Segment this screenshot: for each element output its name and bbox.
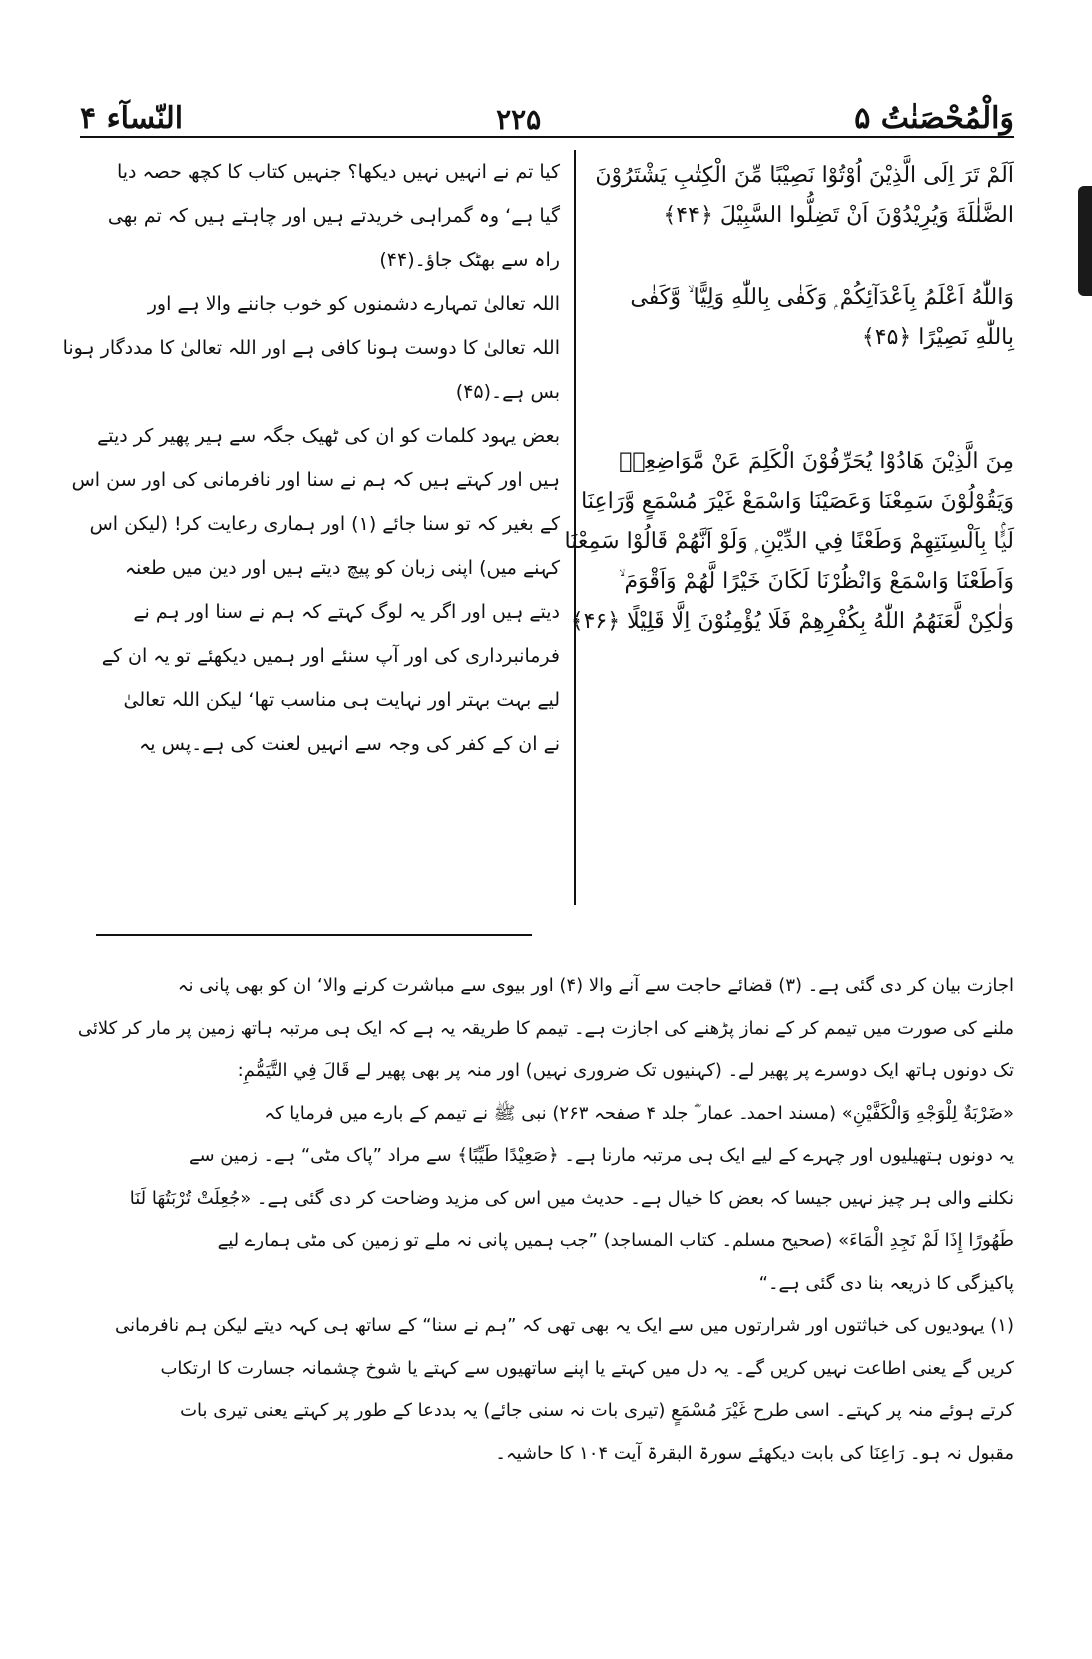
footnote-line: مقبول نہ ہو۔ رَاعِنَا کی بابت دیکھئے سورۃ البقرۃ آیت ۱۰۴ کا حاشیہ۔	[495, 1442, 1014, 1464]
footnote-line: طَهُورًا إِذَا لَمْ نَجِدِ الْمَاءَ» (صحیح مسلم۔ کتاب المساجد) ”جب ہمیں پانی نہ ملے تو زمین کی مٹی ہمارے لیے	[217, 1230, 1014, 1251]
translation-line: نے ان کے کفر کی وجہ سے انہیں لعنت کی ہے۔پس یہ	[139, 733, 560, 755]
translation-line: کہنے میں) اپنی زبان کو پیچ دیتے ہیں اور دین میں طعنہ	[124, 557, 560, 579]
footnote-line: تک دونوں ہاتھ ایک دوسرے پر پھیر لے۔ (کہنیوں تک ضروری نہیں) اور منہ پر بھی پھیر لے قَالَ فِي التَّيَمُّمِ:	[237, 1060, 1014, 1081]
verse-line: وَاللّٰهُ اَعْلَمُ بِاَعْدَآئِكُمْ ۭ وَكَفٰى بِاللّٰهِ وَلِيًّا ۙ وَّكَفٰى	[630, 285, 1014, 310]
footnote-line: (۱) یہودیوں کی خباثتوں اور شرارتوں میں سے ایک یہ بھی تھی کہ ”ہم نے سنا“ کے ساتھ ہی کہہ دیتے لیکن ہم نافرمانی	[114, 1315, 1014, 1336]
verse-46	[564, 442, 1014, 642]
juz-name: وَالْمُحْصَنٰتُ ۵	[854, 101, 1014, 136]
verse-line: الضَّلٰلَةَ وَيُرِيْدُوْنَ اَنْ تَضِلُّوا السَّبِيْلَ ﴿۴۴﴾	[663, 203, 1014, 228]
verse-line: وَلٰكِنْ لَّعَنَھُمُ اللّٰهُ بِكُفْرِهِمْ فَلَا يُؤْمِنُوْنَ اِلَّا قَلِيْلًا ﴿۴۶﴾	[570, 609, 1014, 634]
verse-line: لَيًّۢا بِاَلْسِنَتِهِمْ وَطَعْنًا فِي الدِّيْنِ ۭ وَلَوْ اَنَّھُمْ قَالُوْا سَمِعْنَا	[564, 529, 1014, 554]
translation-line: گیا ہے‘ وہ گمراہی خریدتے ہیں اور چاہتے ہیں کہ تم بھی	[107, 205, 560, 227]
surah-name: النّسآء ۴	[80, 101, 184, 136]
footnote-line: «ضَرْبَةٌ لِلْوَجْهِ وَالْكَفَّيْنِ» (مسند احمد۔ عمار ؓ جلد ۴ صفحہ ۲۶۳) نبی ﷺ نے تیمم کے بارے میں فرمایا کہ	[264, 1102, 1014, 1124]
verse-44	[588, 156, 1014, 236]
footnote-line: اجازت بیان کر دی گئی ہے۔ (۳) قضائے حاجت سے آنے والا (۴) اور بیوی سے مباشرت کرنے والا‘ ان کو بھی پانی نہ	[177, 975, 1014, 996]
footnote-line: کرتے ہوئے منہ پر کہتے۔ اسی طرح غَيْرَ مُسْمَعٍ (تیری بات نہ سنی جائے) یہ بددعا کے طور پر کہتے یعنی تیری بات	[180, 1400, 1014, 1421]
verse-line: مِنَ الَّذِيْنَ هَادُوْا يُحَرِّفُوْنَ الْكَلِمَ عَنْ مَّوَاضِعِهٖ	[619, 449, 1014, 474]
translation-line: ہیں اور کہتے ہیں کہ ہم نے سنا اور نافرمانی کی اور سن اس	[71, 469, 560, 491]
footnote-line: کریں گے یعنی اطاعت نہیں کریں گے۔ یہ دل میں کہتے یا اپنے ساتھیوں سے کہتے یا شوخ چشمانہ جسارت کا ارتکاب	[160, 1357, 1014, 1379]
verse-line: بِاللّٰهِ نَصِيْرًا ﴿۴۵﴾	[861, 325, 1014, 350]
translation-line: کے بغیر کہ تو سنا جائے (۱) اور ہماری رعایت کر! (لیکن اس	[89, 513, 560, 535]
translation-line: دیتے ہیں اور اگر یہ لوگ کہتے کہ ہم نے سنا اور ہم نے	[133, 601, 560, 623]
verse-45	[588, 278, 1014, 358]
footnote-line: ملنے کی صورت میں تیمم کر کے نماز پڑھنے کی اجازت ہے۔ تیمم کا طریقہ یہ ہے کہ ایک ہی مرتبہ ہاتھ زمین پر مار کر کلائی	[77, 1017, 1014, 1039]
verse-line: وَاَطَعْنَا وَاسْمَعْ وَانْظُرْنَا لَكَانَ خَيْرًا لَّھُمْ وَاَقْوَمَ ۙ	[618, 569, 1014, 594]
translation-line: اللہ تعالیٰ تمہارے دشمنوں کو خوب جاننے والا ہے اور	[147, 293, 560, 315]
translation-line: فرمانبرداری کی اور آپ سنئے اور ہمیں دیکھئے تو یہ ان کے	[101, 645, 560, 667]
footnote-separator	[96, 934, 532, 936]
scan-edge-mark	[1078, 186, 1092, 296]
verse-line: وَيَقُوْلُوْنَ سَمِعْنَا وَعَصَيْنَا وَاسْمَعْ غَيْرَ مُسْمَعٍ وَّرَاعِنَا	[581, 489, 1014, 514]
translation-line: کیا تم نے انہیں نہیں دیکھا؟ جنہیں کتاب کا کچھ حصہ دیا	[116, 161, 560, 183]
translation-line: اللہ تعالیٰ کا دوست ہونا کافی ہے اور اللہ تعالیٰ کا مددگار ہونا	[62, 337, 560, 359]
footnote-line: پاکیزگی کا ذریعہ بنا دی گئی ہے۔“	[758, 1272, 1014, 1294]
footnote-line: یہ دونوں ہتھیلیوں اور چہرے کے لیے ایک ہی مرتبہ مارنا ہے۔ ﴿صَعِيْدًا طَيِّبًا﴾ سے مراد ”پاک مٹی“ ہے۔ زمین سے	[188, 1145, 1014, 1166]
header-divider	[80, 136, 1014, 138]
footnote-line: نکلنے والی ہر چیز نہیں جیسا کہ بعض کا خیال ہے۔ حدیث میں اس کی مزید وضاحت کر دی گئی ہے۔ «جُعِلَتْ تُرْبَتُهَا لَنَا	[129, 1187, 1014, 1209]
footnotes-section	[77, 965, 1014, 1475]
page-number: ۲۲۵	[496, 103, 542, 136]
page-header	[80, 74, 1014, 134]
translation-line: بعض یہود کلمات کو ان کی ٹھیک جگہ سے ہیر پھیر کر دیتے	[97, 425, 560, 447]
translation-line: راہ سے بھٹک جاؤ۔(۴۴)	[379, 249, 560, 271]
translation-line: لیے بہت بہتر اور نہایت ہی مناسب تھا‘ لیکن اللہ تعالیٰ	[123, 689, 560, 711]
arabic-text-column	[564, 156, 1014, 642]
translation-column	[62, 150, 560, 766]
translation-line: بس ہے۔(۴۵)	[455, 381, 560, 403]
verse-line: اَلَمْ تَرَ اِلَى الَّذِيْنَ اُوْتُوْا نَصِيْبًا مِّنَ الْكِتٰبِ يَشْتَرُوْنَ	[595, 163, 1014, 188]
